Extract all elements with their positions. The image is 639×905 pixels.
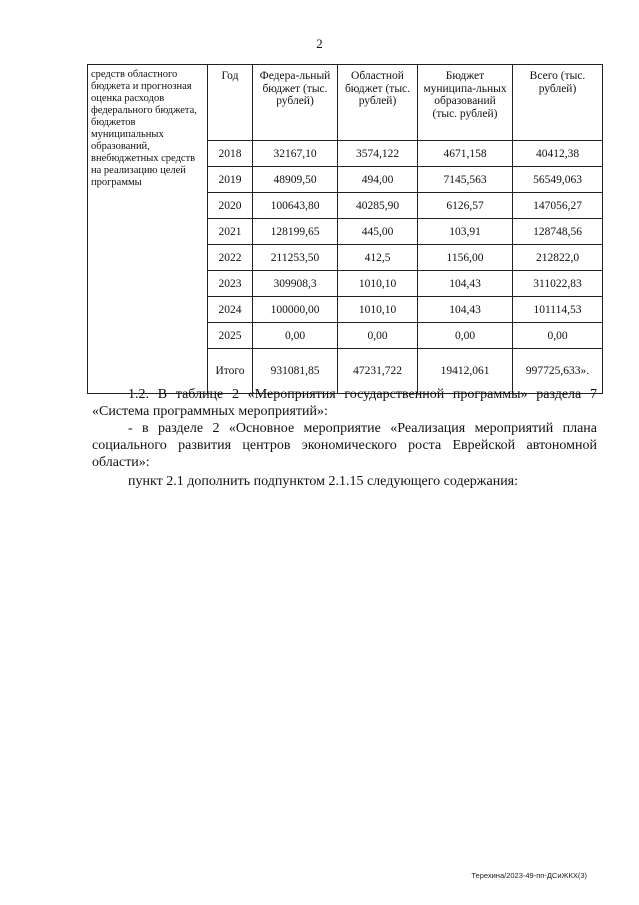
footer-reference: Терехина/2023-49-пп-ДСиЖКХ(3) (471, 871, 587, 880)
description-cell: средств областного бюджета и прогнозная оценка расходов федерального бюджета, бюджетов муниципальных образований, внебюджетных средств на реализацию целей программы (88, 65, 208, 394)
cell-federal: 309908,3 (253, 271, 338, 297)
cell-year: 2020 (208, 193, 253, 219)
cell-year: 2025 (208, 323, 253, 349)
cell-year: 2018 (208, 141, 253, 167)
cell-federal: 211253,50 (253, 245, 338, 271)
budget-table (87, 64, 603, 394)
header-total: Всего (тыс. рублей) (513, 65, 603, 141)
total-federal: 931081,85 (253, 349, 338, 394)
cell-total: 56549,063 (513, 167, 603, 193)
cell-total: 101114,53 (513, 297, 603, 323)
header-regional: Областной бюджет (тыс. рублей) (338, 65, 418, 141)
cell-municipal: 7145,563 (418, 167, 513, 193)
cell-regional: 3574,122 (338, 141, 418, 167)
total-year: Итого (208, 349, 253, 394)
paragraph-section-2: - в разделе 2 «Основное мероприятие «Реализация мероприятий плана социального развития центров экономического роста Еврейской автономной области»: (92, 421, 597, 470)
page-number: 2 (316, 36, 323, 51)
paragraph-point-2-1: пункт 2.1 дополнить подпунктом 2.1.15 следующего содержания: (128, 474, 519, 489)
total-regional: 47231,722 (338, 349, 418, 394)
cell-municipal: 104,43 (418, 271, 513, 297)
cell-federal: 100000,00 (253, 297, 338, 323)
cell-year: 2024 (208, 297, 253, 323)
cell-year: 2021 (208, 219, 253, 245)
cell-federal: 100643,80 (253, 193, 338, 219)
cell-municipal: 4671,158 (418, 141, 513, 167)
cell-municipal: 0,00 (418, 323, 513, 349)
cell-municipal: 103,91 (418, 219, 513, 245)
header-year: Год (208, 65, 253, 141)
cell-regional: 445,00 (338, 219, 418, 245)
cell-total: 311022,83 (513, 271, 603, 297)
cell-regional: 40285,90 (338, 193, 418, 219)
cell-total: 40412,38 (513, 141, 603, 167)
total-total: 997725,633». (513, 349, 603, 394)
cell-year: 2023 (208, 271, 253, 297)
cell-federal: 32167,10 (253, 141, 338, 167)
cell-regional: 494,00 (338, 167, 418, 193)
cell-total: 128748,56 (513, 219, 603, 245)
table-header-row (88, 65, 603, 141)
cell-regional: 1010,10 (338, 297, 418, 323)
cell-year: 2019 (208, 167, 253, 193)
cell-year: 2022 (208, 245, 253, 271)
paragraph-table-2: 1.2. В таблице 2 «Мероприятия государственной программы» раздела 7 «Система программных мероприятий»: (92, 387, 597, 419)
cell-total: 0,00 (513, 323, 603, 349)
total-municipal: 19412,061 (418, 349, 513, 394)
cell-total: 147056,27 (513, 193, 603, 219)
cell-municipal: 104,43 (418, 297, 513, 323)
cell-municipal: 1156,00 (418, 245, 513, 271)
header-municipal: Бюджет муниципа-льных образований (тыс. рублей) (418, 65, 513, 141)
cell-regional: 0,00 (338, 323, 418, 349)
cell-total: 212822,0 (513, 245, 603, 271)
cell-regional: 412,5 (338, 245, 418, 271)
cell-federal: 128199,65 (253, 219, 338, 245)
cell-federal: 0,00 (253, 323, 338, 349)
header-federal: Федера-льный бюджет (тыс. рублей) (253, 65, 338, 141)
cell-municipal: 6126,57 (418, 193, 513, 219)
cell-federal: 48909,50 (253, 167, 338, 193)
cell-regional: 1010,10 (338, 271, 418, 297)
